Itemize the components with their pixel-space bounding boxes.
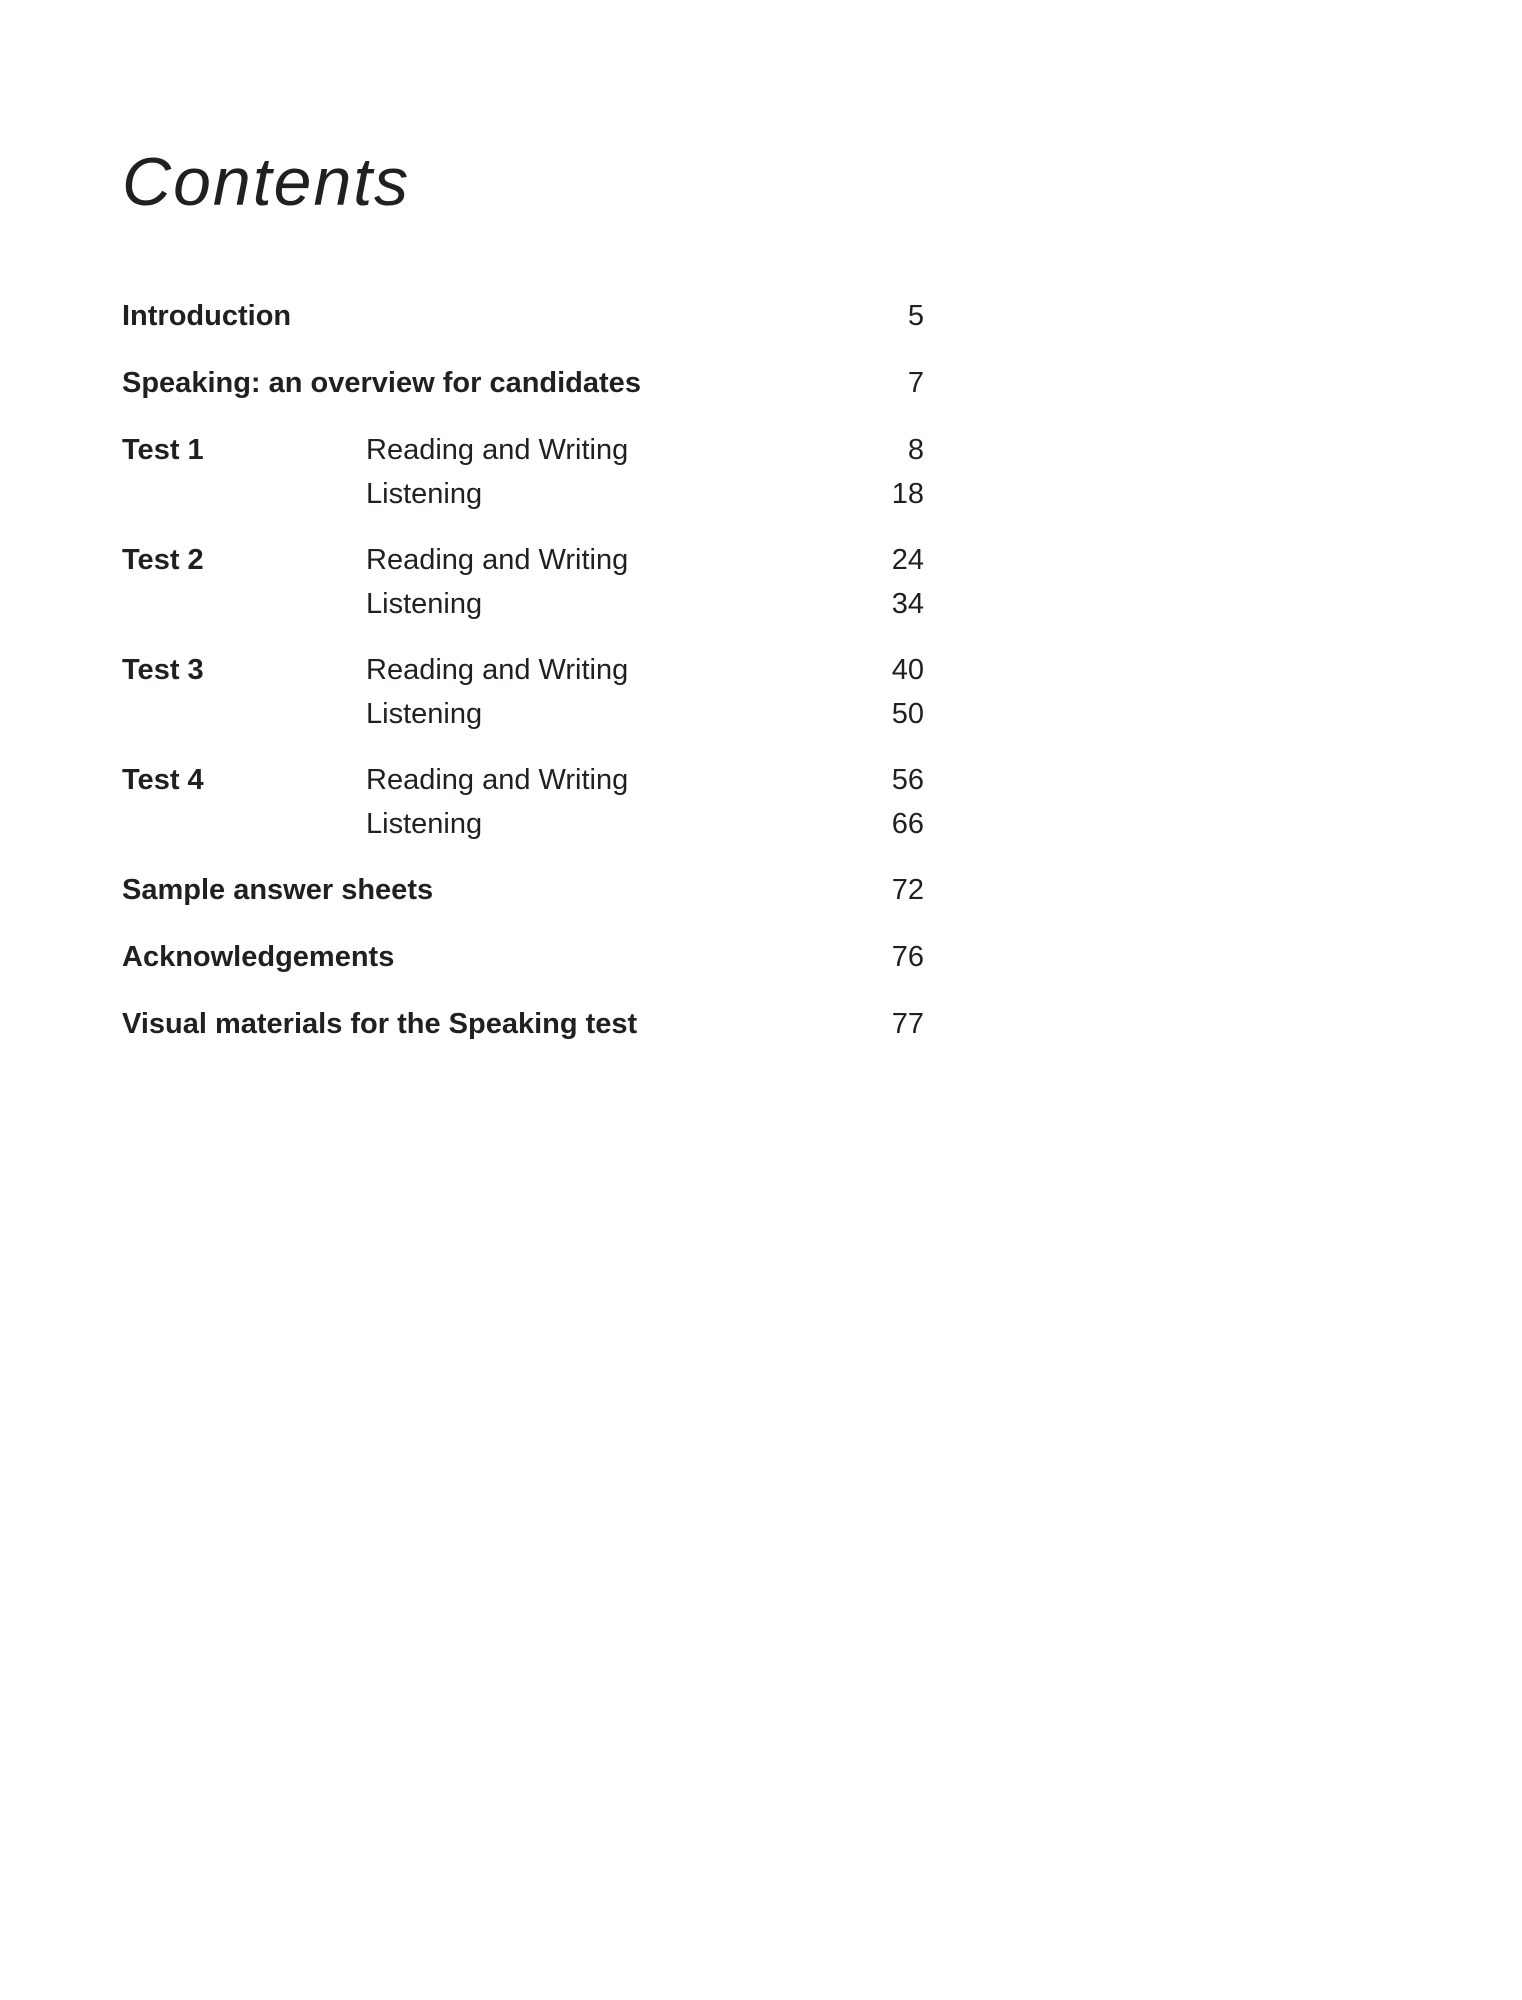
toc-subentry-label: Listening	[366, 588, 483, 620]
toc-entry-label: Sample answer sheets	[122, 874, 434, 906]
toc-entry-page: 40	[891, 654, 924, 686]
toc-entry-test2-listening[interactable]	[122, 584, 924, 624]
toc-entry-label: Speaking: an overview for candidates	[122, 367, 641, 399]
toc-entry-page: 34	[891, 588, 924, 620]
toc-entry-page: 24	[891, 544, 924, 576]
toc-subentry-label: Listening	[366, 478, 483, 510]
toc-subentry-label: Listening	[366, 808, 483, 840]
table-of-contents	[122, 0, 924, 2000]
toc-subentry-label: Reading and Writing	[366, 544, 629, 576]
toc-section-label-test4: Test 4	[122, 764, 204, 796]
toc-entry-introduction[interactable]	[122, 296, 924, 336]
toc-entry-page: 66	[891, 808, 924, 840]
toc-entry-label: Introduction	[122, 300, 292, 332]
toc-entry-label: Acknowledgements	[122, 941, 395, 973]
page-title: Contents	[122, 144, 411, 220]
toc-entry-page: 8	[907, 434, 924, 466]
toc-entry-test3-listening[interactable]	[122, 694, 924, 734]
toc-subentry-label: Reading and Writing	[366, 434, 629, 466]
toc-entry-visual-materials[interactable]	[122, 1004, 924, 1044]
toc-entry-acknowledgements[interactable]	[122, 937, 924, 977]
toc-section-label-test1: Test 1	[122, 434, 204, 466]
toc-entry-page: 18	[891, 478, 924, 510]
toc-entry-test4-reading[interactable]	[122, 760, 924, 800]
toc-subentry-label: Reading and Writing	[366, 764, 629, 796]
toc-entry-page: 76	[891, 941, 924, 973]
toc-entry-test3-reading[interactable]	[122, 650, 924, 690]
toc-section-label-test3: Test 3	[122, 654, 204, 686]
toc-subentry-label: Listening	[366, 698, 483, 730]
toc-entry-test2-reading[interactable]	[122, 540, 924, 580]
toc-entry-page: 50	[891, 698, 924, 730]
toc-entry-page: 77	[891, 1008, 924, 1040]
toc-entry-page: 72	[891, 874, 924, 906]
toc-entry-page: 5	[907, 300, 924, 332]
toc-subentry-label: Reading and Writing	[366, 654, 629, 686]
toc-entry-test1-reading[interactable]	[122, 430, 924, 470]
toc-entry-label: Visual materials for the Speaking test	[122, 1008, 638, 1040]
toc-entry-page: 7	[907, 367, 924, 399]
toc-entry-speaking-overview[interactable]	[122, 363, 924, 403]
toc-section-label-test2: Test 2	[122, 544, 204, 576]
toc-entry-test4-listening[interactable]	[122, 804, 924, 844]
toc-entry-test1-listening[interactable]	[122, 474, 924, 514]
toc-entry-answer-sheets[interactable]	[122, 870, 924, 910]
toc-entry-page: 56	[891, 764, 924, 796]
